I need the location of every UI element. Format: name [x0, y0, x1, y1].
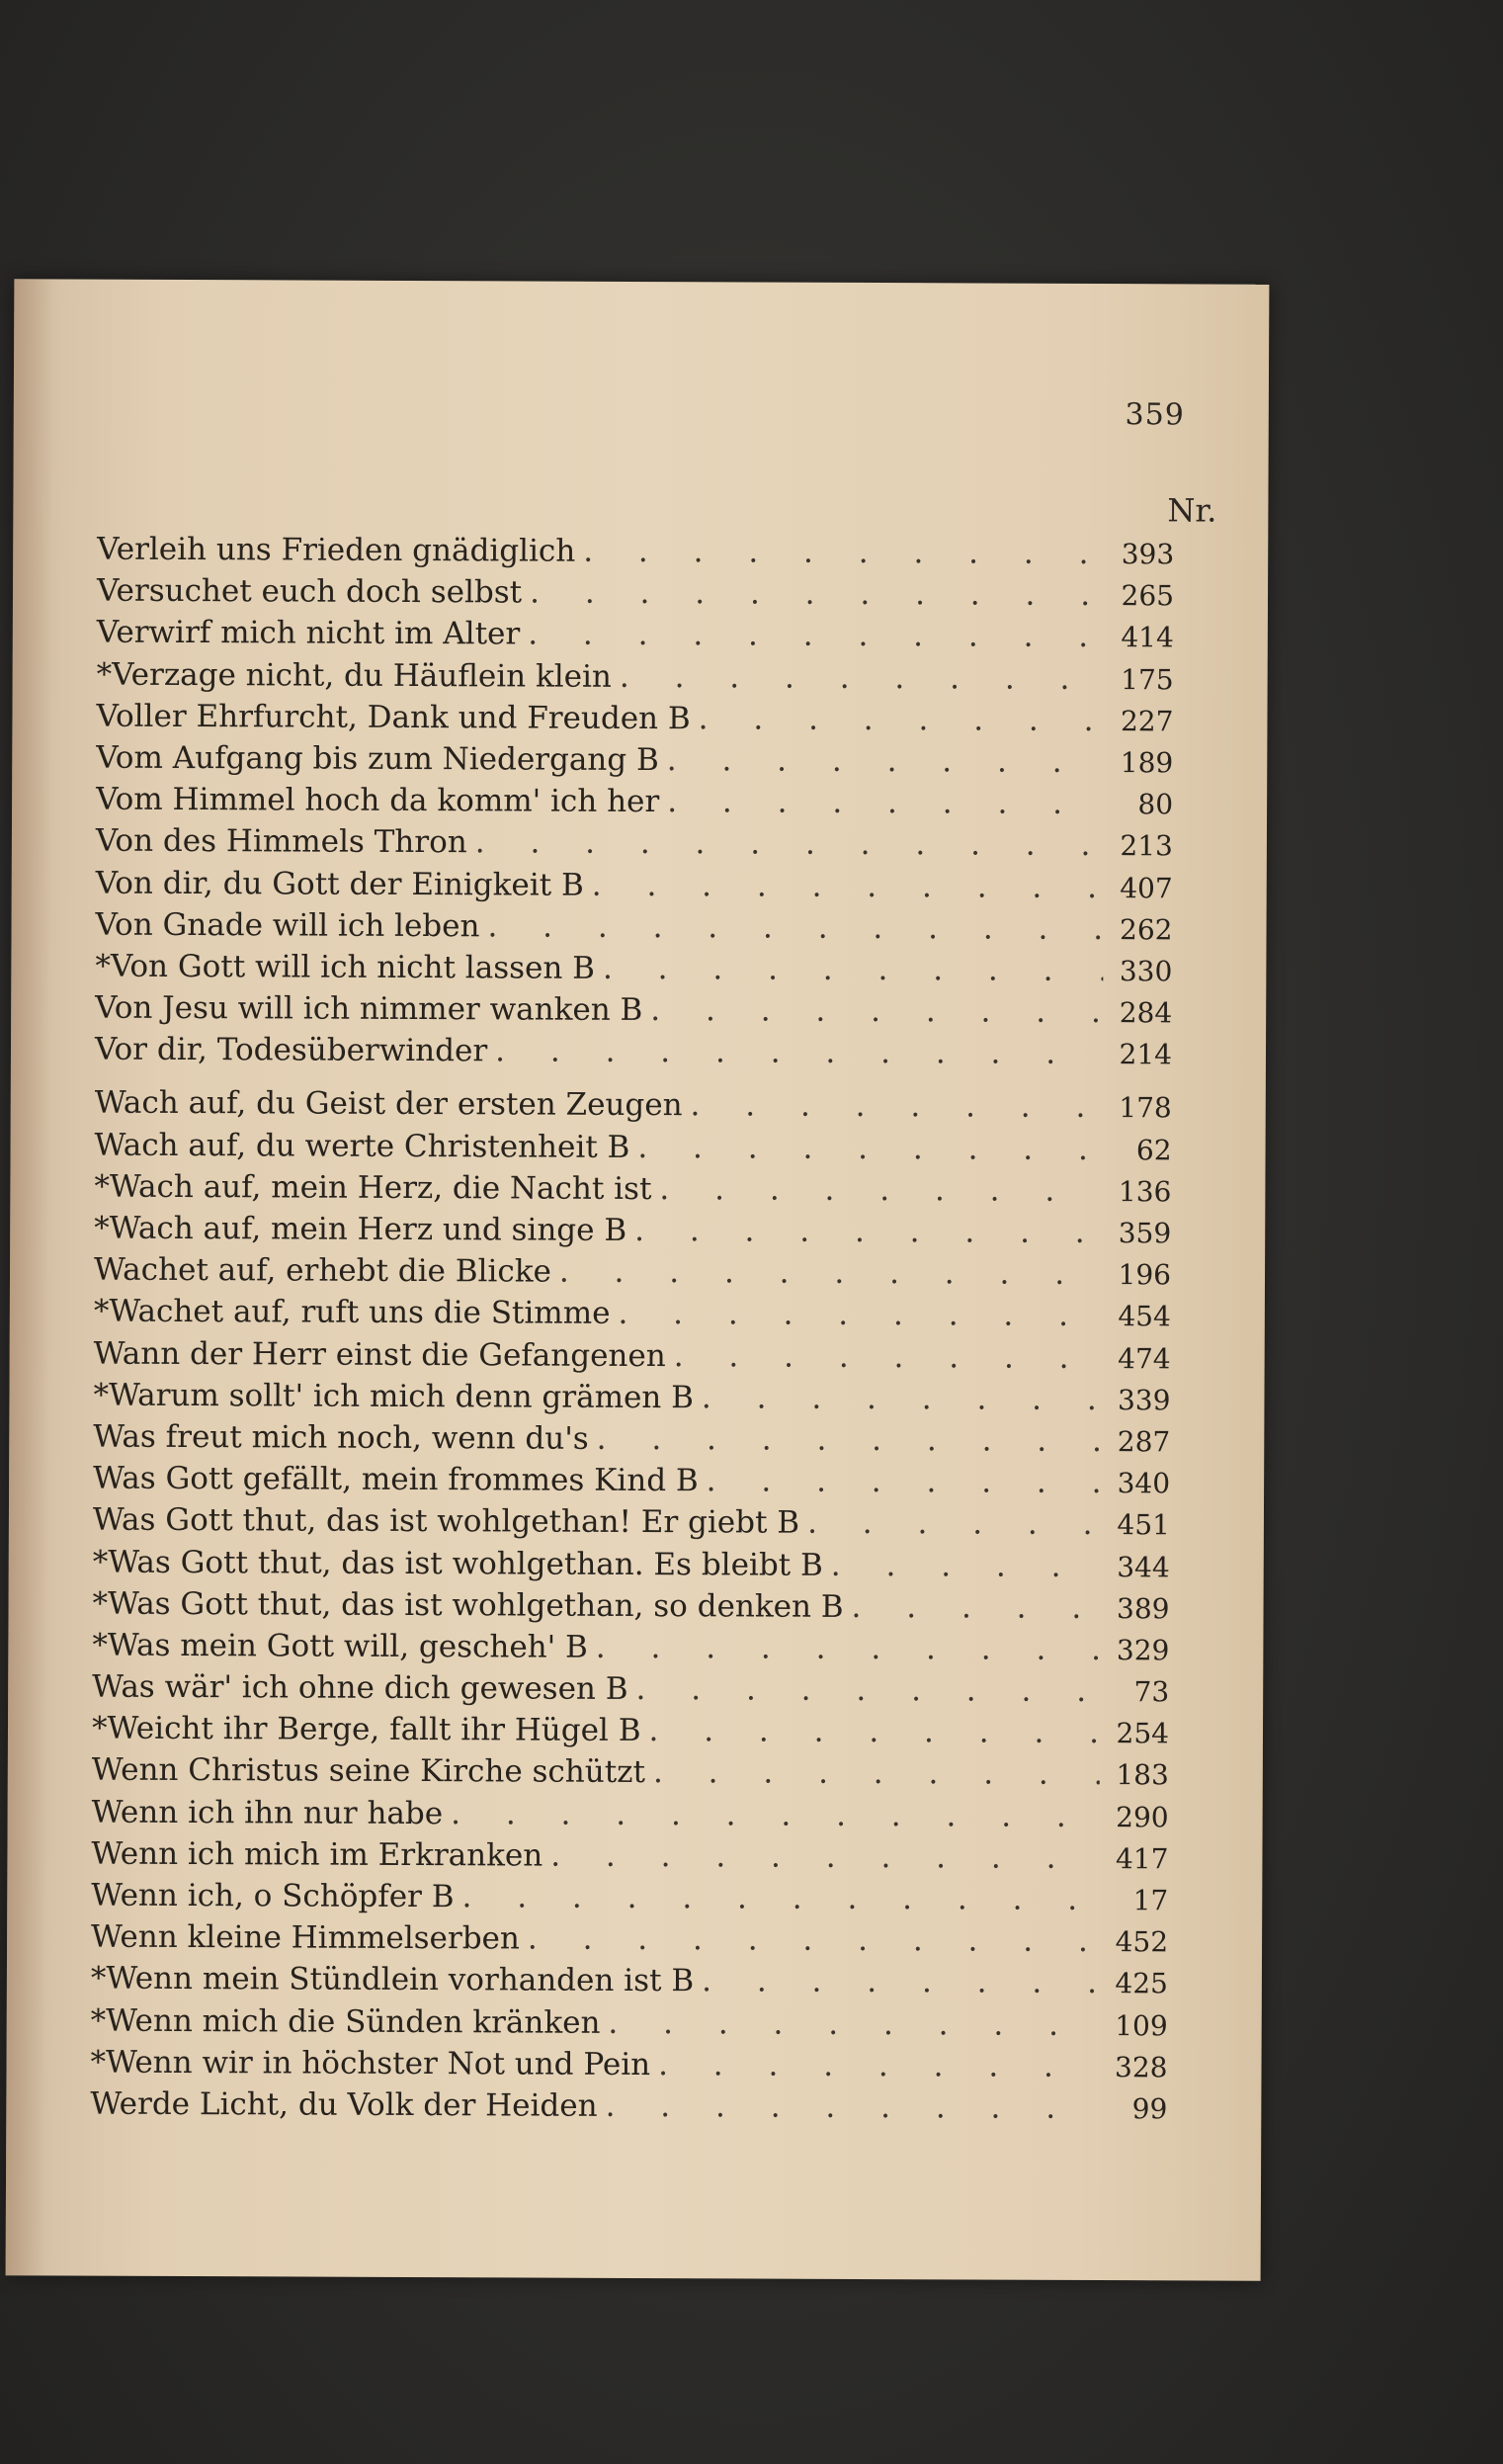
dot-leader: [454, 1879, 1099, 1917]
dot-leader: [520, 617, 1105, 655]
index-entry: [91, 1919, 1168, 1966]
index-entry: [95, 906, 1172, 953]
dot-leader: [629, 1130, 1102, 1167]
entry-title: *Wenn mein Stündlein vorhanden ist B: [90, 1960, 695, 1999]
index-entry: [96, 865, 1173, 911]
entry-title: Verwirf mich nicht im Alter: [96, 614, 521, 652]
index-entry: [91, 1961, 1168, 2007]
dot-leader: [628, 1671, 1101, 1709]
entry-title: Verleih uns Frieden gnädiglich: [97, 531, 576, 569]
entry-title: Wach auf, du Geist der ersten Zeugen: [94, 1085, 683, 1124]
entry-number: 407: [1120, 871, 1173, 904]
dot-leader: [479, 908, 1103, 947]
dot-leader: [699, 1463, 1102, 1500]
entry-title: *Verzage nicht, du Häuflein klein: [96, 656, 613, 695]
index-entry: [92, 1585, 1169, 1632]
entry-title: *Wenn mich die Sünden kränken: [90, 2002, 601, 2041]
dot-leader: [551, 1254, 1102, 1292]
entry-number: 262: [1120, 912, 1173, 947]
entry-number: 329: [1116, 1633, 1170, 1667]
entry-number: 183: [1116, 1758, 1169, 1792]
entry-number: 109: [1115, 2008, 1168, 2042]
index-entry: [94, 1252, 1171, 1299]
entry-title: Voller Ehrfurcht, Dank und Freuden B: [96, 698, 691, 736]
hymn-index-list: [90, 532, 1174, 2133]
entry-number: 213: [1120, 829, 1173, 863]
entry-number: 136: [1118, 1174, 1172, 1209]
index-entry: [96, 782, 1173, 828]
index-entry: [92, 1627, 1169, 1673]
dot-leader: [626, 1213, 1102, 1250]
entry-number: 189: [1120, 746, 1174, 780]
entry-title: *Wach auf, mein Herz und singe B: [94, 1210, 627, 1248]
entry-number: 451: [1117, 1508, 1170, 1542]
entry-number: 393: [1121, 538, 1175, 571]
entry-number: 328: [1115, 2050, 1168, 2084]
entry-number: 62: [1135, 1133, 1172, 1166]
dot-leader: [522, 575, 1105, 614]
index-entry: [92, 1711, 1169, 1757]
index-entry: [94, 1294, 1171, 1340]
entry-title: Wenn kleine Himmelserben: [91, 1918, 520, 1957]
entry-title: Vor dir, Todesüberwinder: [94, 1031, 488, 1069]
entry-number: 175: [1121, 662, 1174, 696]
entry-number: 265: [1121, 579, 1175, 613]
dot-leader: [598, 2088, 1099, 2126]
entry-title: *Warum sollt' ich mich denn grämen B: [93, 1377, 695, 1415]
entry-title: *Wenn wir in höchster Not und Pein: [90, 2044, 651, 2082]
number-column-header: Nr.: [1167, 491, 1217, 530]
dot-leader: [443, 1796, 1100, 1834]
entry-title: Wach auf, du werte Christenheit B: [94, 1127, 630, 1165]
entry-title: Versuchet euch doch selbst: [96, 572, 523, 611]
entry-number: 287: [1117, 1425, 1171, 1459]
entry-number: 254: [1116, 1717, 1170, 1750]
index-entry: [96, 698, 1173, 744]
entry-number: 17: [1132, 1884, 1169, 1917]
index-entry: [95, 990, 1172, 1037]
dot-leader: [640, 1713, 1100, 1750]
dot-leader: [595, 951, 1104, 988]
dot-leader: [487, 1034, 1103, 1072]
entry-title: Werde Licht, du Volk der Heiden: [90, 2085, 598, 2124]
entry-number: 196: [1118, 1258, 1172, 1292]
index-entry: [92, 1752, 1169, 1799]
index-entry: [94, 1168, 1171, 1215]
entry-number: 474: [1118, 1341, 1171, 1375]
entry-title: Was freut mich noch, wenn du's: [93, 1418, 589, 1457]
dot-leader: [645, 1754, 1100, 1792]
dot-leader: [691, 701, 1105, 738]
entry-title: *Was Gott thut, das ist wohlgethan, so denken B: [92, 1585, 844, 1625]
entry-title: *Wach auf, mein Herz, die Nacht ist: [94, 1168, 652, 1207]
entry-title: Wenn ich, o Schöpfer B: [91, 1877, 455, 1915]
index-entry: [94, 1211, 1171, 1257]
entry-number: 80: [1137, 788, 1174, 821]
dot-leader: [610, 1296, 1102, 1333]
index-entry: [94, 1127, 1171, 1173]
entry-number: 414: [1121, 621, 1174, 654]
index-entry: [95, 948, 1172, 994]
dot-leader: [799, 1505, 1101, 1542]
dot-leader: [600, 2004, 1098, 2042]
entry-number: 452: [1115, 1925, 1169, 1959]
index-entry: [97, 656, 1174, 703]
dot-leader: [694, 1380, 1102, 1417]
entry-title: Vom Aufgang bis zum Niedergang B: [96, 739, 659, 779]
index-entry: [93, 1419, 1170, 1466]
entry-title: Wenn ich mich im Erkranken: [91, 1835, 543, 1874]
dot-leader: [651, 1171, 1102, 1209]
entry-title: *Was mein Gott will, gescheh' B: [92, 1627, 588, 1665]
entry-number: 99: [1131, 2092, 1168, 2126]
entry-title: *Wachet auf, ruft uns die Stimme: [93, 1293, 611, 1332]
index-entry: [95, 1032, 1172, 1078]
dot-leader: [659, 742, 1105, 780]
entry-title: Wachet auf, erhebt die Blicke: [93, 1251, 551, 1290]
dot-leader: [666, 1338, 1102, 1376]
entry-number: 178: [1119, 1091, 1172, 1125]
entry-title: Was Gott thut, das ist wohlgethan! Er giebt B: [92, 1501, 800, 1542]
entry-title: *Was Gott thut, das ist wohlgethan. Es bleibt B: [92, 1544, 823, 1583]
dot-leader: [659, 784, 1104, 821]
dot-leader: [694, 1964, 1099, 2001]
entry-title: Wann der Herr einst die Gefangenen: [93, 1335, 666, 1374]
index-entry: [91, 2002, 1168, 2049]
entry-number: 417: [1115, 1841, 1169, 1876]
index-entry: [93, 1544, 1170, 1590]
index-entry: [92, 1794, 1169, 1840]
entry-number: 344: [1117, 1550, 1170, 1583]
book-page: [6, 279, 1270, 2281]
entry-number: 340: [1117, 1467, 1171, 1500]
entry-title: *Weicht ihr Berge, fallt ihr Hügel B: [91, 1710, 641, 1749]
dot-leader: [650, 2047, 1099, 2084]
dot-leader: [584, 867, 1104, 904]
index-entry: [96, 823, 1173, 870]
entry-number: 214: [1119, 1038, 1173, 1071]
dot-leader: [844, 1589, 1101, 1626]
index-entry: [93, 1502, 1170, 1549]
index-entry: [95, 1085, 1172, 1132]
dot-leader: [520, 1921, 1099, 1960]
index-entry: [92, 1669, 1169, 1716]
entry-title: Was Gott gefällt, mein frommes Kind B: [93, 1460, 699, 1499]
index-entry: [90, 2086, 1167, 2133]
entry-number: 339: [1117, 1383, 1171, 1417]
index-entry: [90, 2044, 1167, 2090]
page-number: 359: [1125, 397, 1185, 433]
index-entry: [93, 1377, 1170, 1423]
dot-leader: [683, 1088, 1103, 1126]
entry-number: 359: [1118, 1217, 1172, 1250]
entry-title: Von Gnade will ich leben: [95, 906, 480, 944]
entry-number: 454: [1118, 1300, 1171, 1333]
entry-number: 290: [1116, 1800, 1169, 1833]
entry-number: 330: [1119, 955, 1173, 988]
dot-leader: [612, 658, 1105, 696]
index-entry: [91, 1835, 1168, 1882]
dot-leader: [823, 1547, 1101, 1583]
entry-title: *Von Gott will ich nicht lassen B: [95, 948, 596, 986]
dot-leader: [589, 1421, 1102, 1459]
entry-title: Wenn Christus seine Kirche schützt: [91, 1752, 646, 1791]
index-entry: [94, 1335, 1171, 1382]
index-entry: [91, 1878, 1168, 1924]
dot-leader: [588, 1630, 1101, 1667]
entry-title: Was wär' ich ohne dich gewesen B: [92, 1668, 628, 1708]
entry-title: Von Jesu will ich nimmer wanken B: [95, 989, 643, 1029]
index-entry: [96, 740, 1173, 787]
entry-title: Vom Himmel hoch da komm' ich her: [96, 781, 660, 820]
dot-leader: [642, 992, 1103, 1030]
index-entry: [97, 532, 1174, 578]
entry-number: 389: [1117, 1591, 1170, 1626]
entry-number: 284: [1119, 996, 1173, 1030]
dot-leader: [575, 534, 1105, 571]
entry-number: 227: [1120, 704, 1174, 738]
entry-title: Von dir, du Gott der Einigkeit B: [95, 865, 584, 903]
index-entry: [97, 573, 1174, 620]
entry-title: Wenn ich ihn nur habe: [91, 1794, 444, 1831]
index-entry: [97, 615, 1174, 661]
entry-number: 425: [1115, 1967, 1168, 2000]
dot-leader: [543, 1837, 1099, 1875]
dot-leader: [467, 825, 1104, 864]
entry-number: 73: [1133, 1675, 1170, 1709]
index-entry: [93, 1461, 1170, 1507]
entry-title: Von des Himmels Thron: [95, 822, 467, 861]
